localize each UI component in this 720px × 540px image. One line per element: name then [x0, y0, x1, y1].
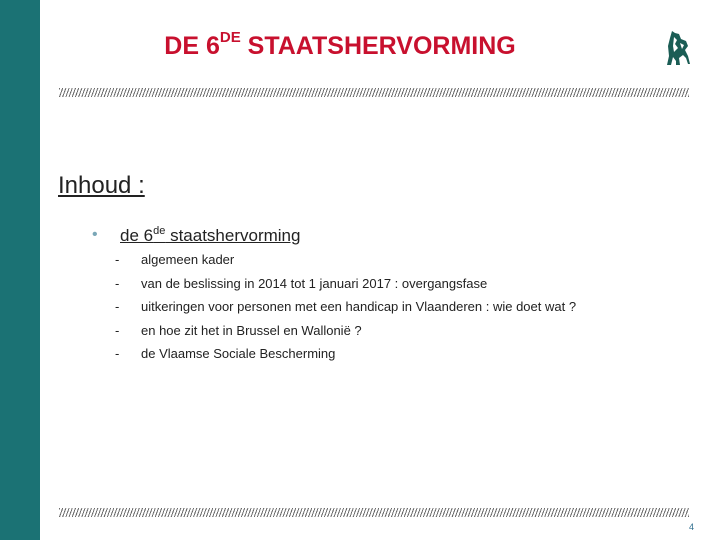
dash-icon: -: [115, 252, 120, 267]
bullet-item: de 6de staatshervorming: [120, 225, 301, 245]
bullet-icon: •: [92, 226, 98, 243]
list-item-text: van de beslissing in 2014 tot 1 januari 2017 : overgangsfase: [141, 275, 488, 291]
bottom-hatch-divider: [59, 508, 689, 517]
page-number: 4: [688, 522, 694, 532]
dash-icon: -: [115, 299, 120, 314]
section-heading: Inhoud :: [58, 172, 145, 199]
dash-icon: -: [115, 346, 120, 361]
sidebar-band: [0, 0, 40, 540]
list-item-text: uitkeringen voor personen met een handicap in Vlaanderen : wie doet wat ?: [141, 299, 577, 314]
list-item-text: en hoe zit het in Brussel en Wallonië ?: [141, 322, 362, 338]
flemish-lion-icon: [664, 28, 692, 68]
list-item-text: de Vlaamse Sociale Bescherming: [141, 346, 336, 361]
page-title: DE 6DE STAATSHERVORMING: [164, 29, 516, 60]
top-hatch-divider: [59, 88, 689, 97]
dash-icon: -: [115, 275, 120, 291]
dash-icon: -: [115, 322, 120, 338]
list-item-text: algemeen kader: [141, 252, 235, 267]
